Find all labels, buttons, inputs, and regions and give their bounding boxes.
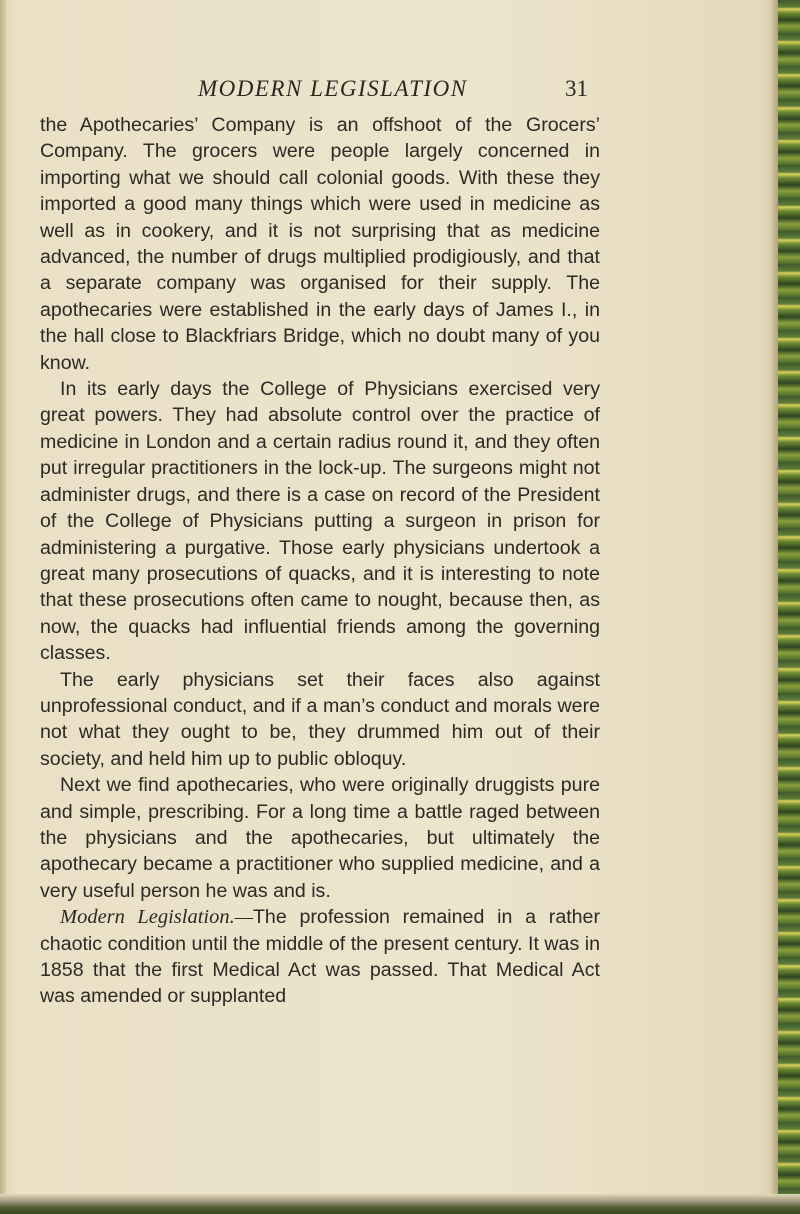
page-left-edge xyxy=(0,0,6,1214)
paragraph: the Apothecaries’ Company is an offshoot of the Grocers’ Company. The grocers were people largely concerned in importing what we should call colonial goods. With these they imported a good many things which were used in medicine as well as in cookery, and it is not surprising that as medicine advanced, the number of drugs multiplied prodigiously, and that a separate company was organised for their supply. The apothecaries were established in the early days of James I., in the hall close to Blackfriars Bridge, which no doubt many of you know. xyxy=(40,114,600,374)
section-heading: Modern Legislation.— xyxy=(60,906,253,929)
paragraph: The early physicians set their faces also against unprofessional conduct, and if a man’s conduct and morals were not what they ought to be, they drummed him out of their society, and held him up to public obloquy. xyxy=(40,668,600,770)
paragraph: In its early days the College of Physicians exercised very great powers. They had absolute control over the practice of medicine in London and a certain radius round it, and they often put irregular practitioners in the lock-up. The surgeons might not administer drugs, and there is a case on record of the President of the College of Physicians putting a surgeon in prison for administering a purgative. Those early physicians undertook a great many prosecutions of quacks, and it is interesting to note that these prosecutions often came to nought, because then, as now, the quacks had influential friends among the governing classes. xyxy=(40,378,600,665)
running-title: MODERN LEGISLATION xyxy=(198,76,468,101)
section-paragraph xyxy=(40,904,600,1010)
page-bottom-edge xyxy=(0,1194,800,1214)
page-number: 31 xyxy=(565,76,588,101)
paragraph-text: The profession remained in a rather chaotic condition until the middle of the present century. It was in 1858 that the first Medical Act was passed. That Medical Act was amended or supplanted xyxy=(40,906,600,1008)
paragraph: Next we find apothecaries, who were originally druggists pure and simple, prescribing. For a long time a battle raged between the physicians and the apothecaries, but ultimately the apothecary became a practitioner who supplied medicine, and a very useful person he was and is. xyxy=(40,774,600,902)
running-head xyxy=(40,76,600,110)
body-text xyxy=(40,112,600,1010)
book-spine-edge xyxy=(778,0,800,1214)
